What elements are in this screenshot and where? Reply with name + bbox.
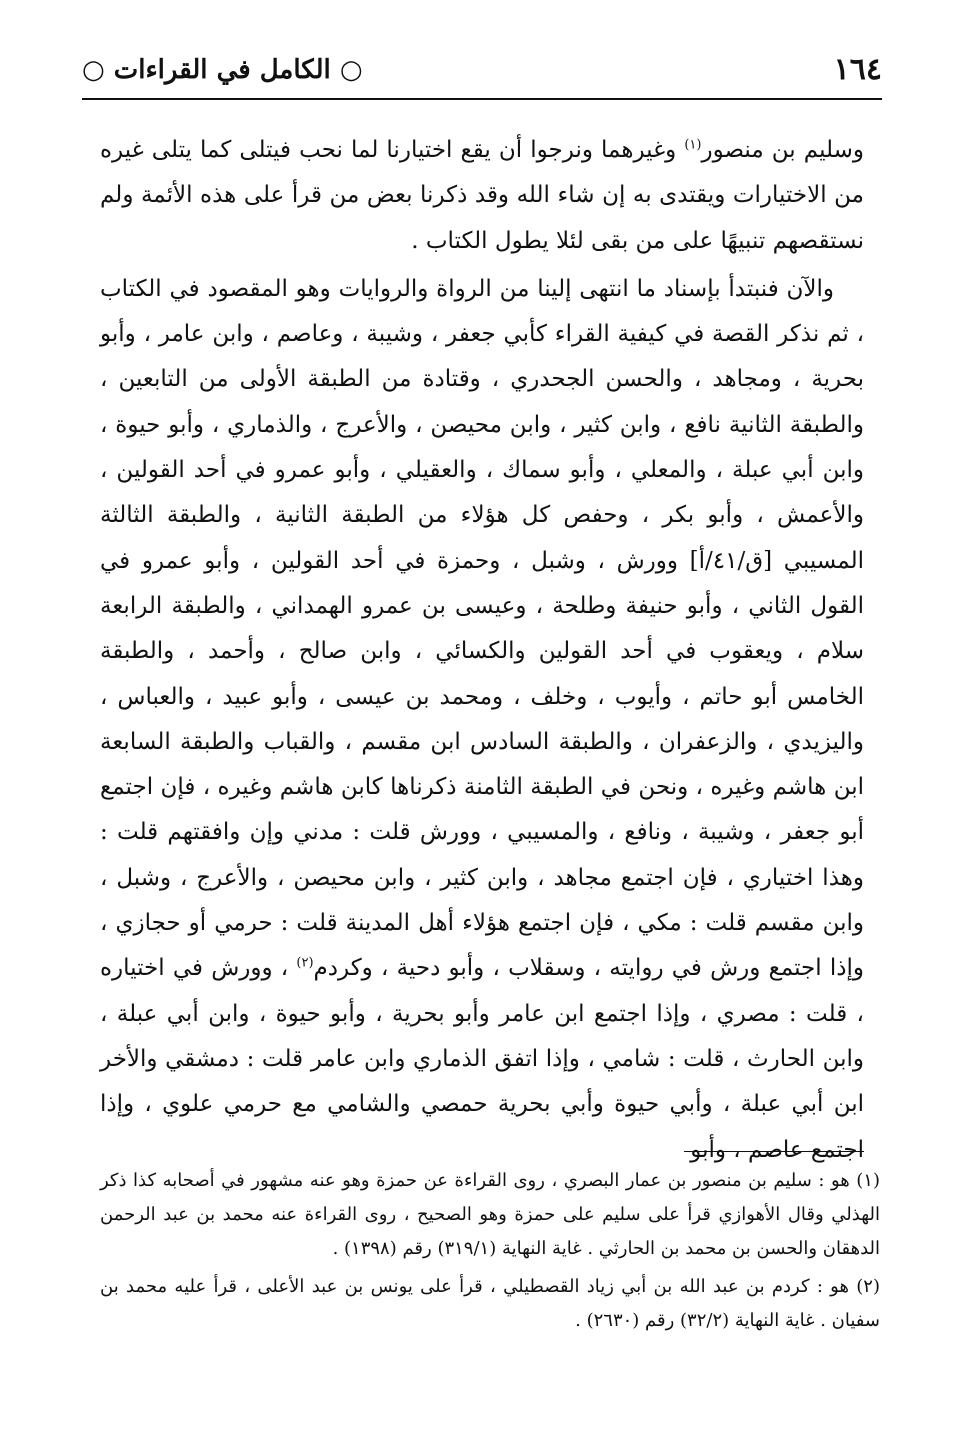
footnote-ref-2: (٢) bbox=[296, 955, 314, 971]
paragraph-2-start: والآن فنبتدأ بإسناد ما انتهى إلينا من الرواة والروايات وهو المقصود في الكتاب ، ثم نذكر القصة في كيفية القراء كأبي جعفر ، وشيبة ، وعاصم ، وابن عامر ، وأبو بحرية ، ومجاهد ، والحسن الجحدري ، وقتادة من الطبقة الأولى من التابعين ، والطبقة الثانية نافع ، وابن كثير ، وابن محيصن ، والأعرج ، والذماري ، وأبو حيوة ، وابن أبي عبلة ، والمعلي ، وأبو سماك ، والعقيلي ، وأبو عمرو في أحد القولين ، والأعمش ، وأبو بكر ، وحفص كل هؤلاء من الطبقة الثانية ، والطبقة الثالثة المسيبي [ق/٤١/أ] وورش ، وشبل ، وحمزة في أحد القولين ، وأبو عمرو في القول الثاني ، وأبو حنيفة وطلحة ، وعيسى بن عمرو الهمداني ، والطبقة الرابعة سلام ، ويعقوب في أحد القولين والكسائي ، وابن صالح ، وأحمد ، والطبقة الخامس أبو حاتم ، وأيوب ، وخلف ، ومحمد بن عيسى ، وأبو عبيد ، والعباس ، واليزيدي ، والزعفران ، والطبقة السادس ابن مقسم ، والقباب والطبقة السابعة ابن هاشم وغيره ، ونحن في الطبقة الثامنة ذكرناها كابن هاشم وغيره ، فإن اجتمع أبو جعفر ، وشيبة ، ونافع ، والمسيبي ، وورش قلت : مدني وإن وافقتهم قلت : وهذا اختياري ، فإن اجتمع مجاهد ، وابن كثير ، وابن محيصن ، والأعرج ، وشبل ، وابن مقسم قلت : مكي ، فإن اجتمع هؤلاء أهل المدينة قلت : حرمي أو حجازي ، وإذا اجتمع ورش في روايته ، وسقلاب ، وأبو دحية ، وكردم bbox=[100, 275, 864, 982]
running-title: ○ الكامل في القراءات ○ bbox=[82, 55, 363, 85]
paragraph-1 bbox=[100, 128, 864, 264]
header-rule bbox=[82, 98, 882, 100]
page-header bbox=[82, 50, 882, 90]
footnote-1: (١) هو : سليم بن منصور بن عمار البصري ، روى القراءة عن حمزة وهو عنه مشهور في أصحابه كذا ذكر الهذلي وقال الأهوازي قرأ على سليم على حمزة وهو الصحيح ، روى القراءة عنه محمد بن عبد الرحمن الدهقان والحسن بن محمد بن الحارثي . غاية النهاية (٣١٩/١) رقم (١٣٩٨) . bbox=[100, 1170, 880, 1259]
page-number: ١٦٤ bbox=[833, 52, 882, 87]
paragraph-1-start: وسليم بن منصور bbox=[701, 137, 865, 163]
footnote-2: (٢) هو : كردم بن عبد الله بن أبي زياد القصطيلي ، قرأ على يونس بن عبد الأعلى ، قرأ عليه محمد بن سفيان . غاية النهاية (٣٢/٢) رقم (٢٦٣٠) . bbox=[100, 1276, 880, 1331]
paragraph-2-rest: ، وورش في اختياره ، قلت : مصري ، وإذا اجتمع ابن عامر وأبو بحرية ، وأبو حيوة ، وابن أبي عبلة ، وابن الحارث ، قلت : شامي ، وإذا اتفق الذماري وابن عامر قلت : دمشقي والأخر ابن أبي عبلة ، وأبي حيوة وأبي بحرية حمصي والشامي مع حرمي علوي ، وإذا اجتمع عاصم ، وأبو bbox=[100, 955, 864, 1163]
paragraph-2 bbox=[100, 267, 864, 1173]
footnote-ref-1: (١) bbox=[684, 137, 702, 153]
footnotes bbox=[100, 1164, 880, 1342]
paragraph-1-rest: وغيرهما ونرجوا أن يقع اختيارنا لما نحب فيتلى كما يتلى غيره من الاختيارات ويقتدى به إن شاء الله وقد ذكرنا بعض من قرأ على هذه الأئمة ولم نستقصهم تنبيهًا على من بقى لئلا يطول الكتاب . bbox=[100, 137, 864, 254]
footnote-separator bbox=[684, 1151, 864, 1152]
main-text bbox=[100, 128, 864, 1173]
